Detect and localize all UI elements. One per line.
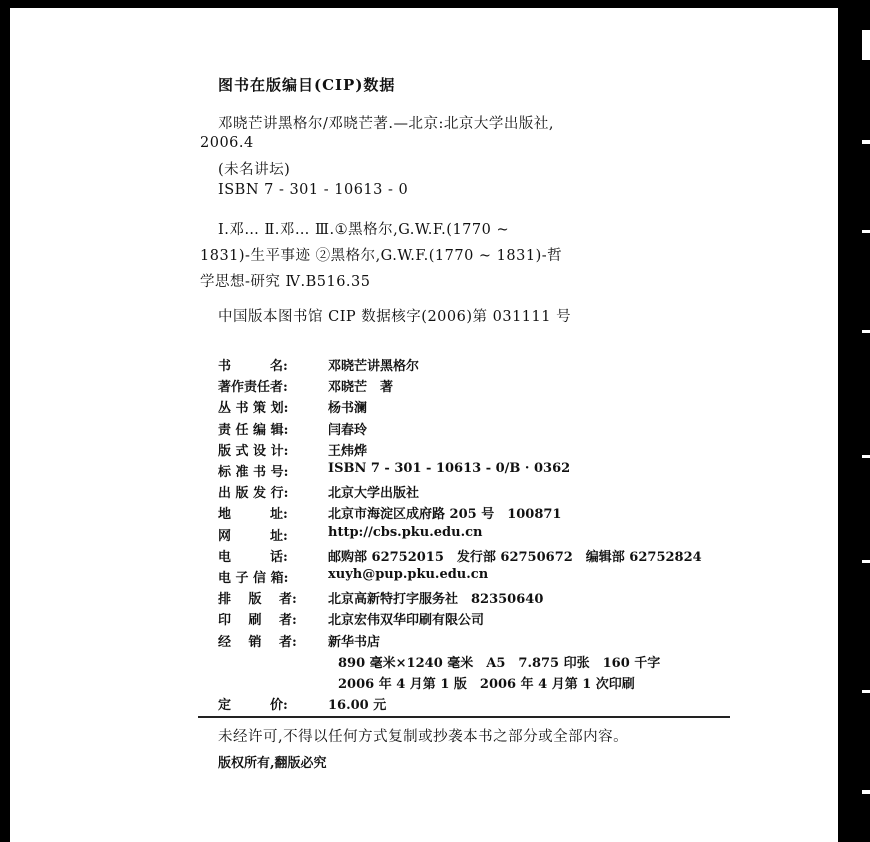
- info-label: 地 址:: [218, 507, 288, 523]
- cip-line-3: (未名讲坛): [218, 162, 291, 178]
- rights-reserved: 版权所有,翻版必究: [218, 756, 327, 771]
- scan-edge: [838, 0, 870, 842]
- info-label: 著作责任者:: [218, 380, 288, 396]
- info-value: 北京市海淀区成府路 205 号 100871: [328, 507, 562, 523]
- info-label: 定 价:: [218, 698, 288, 714]
- info-value: 890 毫米×1240 毫米 A5 7.875 印张 160 千字: [338, 655, 661, 671]
- info-value: 杨书澜: [328, 401, 368, 417]
- info-value: 2006 年 4 月第 1 版 2006 年 4 月第 1 次印刷: [338, 677, 635, 692]
- info-value: 王炜烨: [328, 443, 368, 459]
- info-value: 新华书店: [328, 634, 381, 650]
- info-label: 出 版 发 行:: [218, 486, 289, 502]
- info-label: 网 址:: [218, 528, 288, 544]
- info-value: 邓晓芒讲黑格尔: [328, 359, 420, 374]
- info-label: 责 任 编 辑:: [218, 422, 289, 438]
- info-label: 版 式 设 计:: [218, 443, 289, 459]
- info-value: 邮购部 62752015 发行部 62750672 编辑部 62752824: [328, 549, 702, 565]
- info-label: 丛 书 策 划:: [218, 401, 289, 417]
- info-label: 电 话:: [218, 549, 288, 565]
- info-label: 电 子 信 箱:: [218, 571, 289, 586]
- info-label: 排 版 者:: [218, 592, 297, 608]
- copyright-page: [10, 8, 838, 842]
- info-value: 邓晓芒 著: [328, 380, 394, 396]
- cip-line-6: 1831)-生平事迹 ②黑格尔,G.W.F.(1770 ~ 1831)-哲: [200, 248, 563, 264]
- info-value: 北京高新特打字服务社 82350640: [328, 592, 544, 608]
- info-label: 标 准 书 号:: [218, 465, 289, 480]
- cip-verify: 中国版本图书馆 CIP 数据核字(2006)第 031111 号: [218, 309, 572, 325]
- info-label: 印 刷 者:: [218, 613, 297, 629]
- cip-line-1: 邓晓芒讲黑格尔/邓晓芒著.—北京:北京大学出版社,: [218, 116, 554, 132]
- info-label: 书 名:: [218, 359, 288, 374]
- info-value: 闫春玲: [328, 422, 368, 438]
- info-value: 北京宏伟双华印刷有限公司: [328, 613, 485, 629]
- cip-line-4: ISBN 7 - 301 - 10613 - 0: [218, 182, 409, 198]
- info-value: 北京大学出版社: [328, 486, 420, 502]
- info-value: http://cbs.pku.edu.cn: [328, 524, 483, 540]
- info-value: 16.00 元: [328, 698, 387, 714]
- divider: [198, 716, 730, 718]
- info-label: 经 销 者:: [218, 634, 297, 650]
- cip-line-7: 学思想-研究 Ⅳ.B516.35: [200, 274, 371, 290]
- cip-line-5: Ⅰ.邓… Ⅱ.邓… Ⅲ.①黑格尔,G.W.F.(1770 ~: [218, 222, 510, 238]
- cip-line-2: 2006.4: [200, 135, 254, 151]
- info-value: ISBN 7 - 301 - 10613 - 0/B · 0362: [328, 461, 571, 476]
- copyright-notice: 未经许可,不得以任何方式复制或抄袭本书之部分或全部内容。: [218, 729, 629, 745]
- cip-heading: 图书在版编目(CIP)数据: [218, 76, 396, 94]
- info-value: xuyh@pup.pku.edu.cn: [328, 567, 489, 582]
